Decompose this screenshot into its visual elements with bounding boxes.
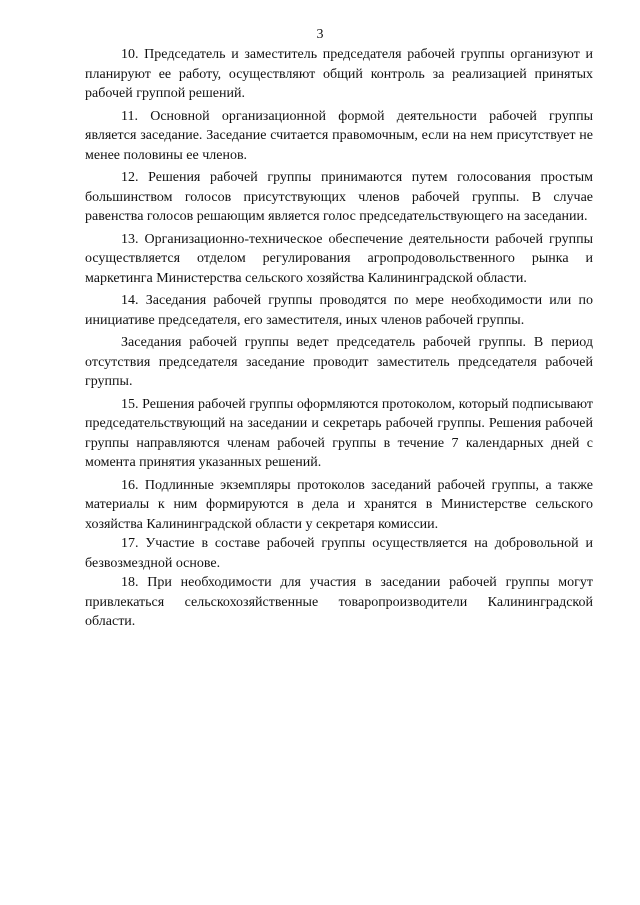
page-number: 3 [316,27,324,42]
paragraph-18: 18. При необходимости для участия в заседании рабочей группы могут привлекаться сельскохозяйственные товаропроизводители Калининградской области. [85,575,593,629]
paragraph-13: 13. Организационно-техническое обеспечение деятельности рабочей группы осуществляется отделом регулирования агропродовольственного рынка и маркетинга Министерства сельского хозяйства Калининградской области. [85,231,593,286]
paragraph-15: 15. Решения рабочей группы оформляются протоколом, который подписывают председательствующий на заседании и секретарь рабочей группы. Решения рабочей группы направляются членам рабочей группы в течение 7 календарных дней с момента принятия указанных решений. [85,396,593,470]
paragraph-16: 16. Подлинные экземпляры протоколов заседаний рабочей группы, а также материалы к ним формируются в дела и хранятся в Министерстве сельского хозяйства Калининградской области у секретаря комиссии. [85,477,593,532]
paragraph-14-continued: Заседания рабочей группы ведет председатель рабочей группы. В период отсутствия председателя заседание проводит заместитель председателя рабочей группы. [85,335,593,389]
document-body [85,45,593,632]
paragraph-11: 11. Основной организационной формой деятельности рабочей группы является заседание. Заседание считается правомочным, если на нем присутствует не менее половины ее членов. [85,108,593,163]
paragraph-14: 14. Заседания рабочей группы проводятся по мере необходимости или по инициативе председателя, его заместителя, иных членов рабочей группы. [85,293,593,328]
paragraph-17: 17. Участие в составе рабочей группы осуществляется на добровольной и безвозмездной основе. [85,536,593,571]
paragraph-10: 10. Председатель и заместитель председателя рабочей группы организуют и планируют ее работу, осуществляют общий контроль за реализацией принятых рабочей группой решений. [85,47,593,101]
paragraph-12: 12. Решения рабочей группы принимаются путем голосования простым большинством голосов присутствующих членов рабочей группы. В случае равенства голосов решающим является голос председательствующего на заседании. [85,170,593,224]
